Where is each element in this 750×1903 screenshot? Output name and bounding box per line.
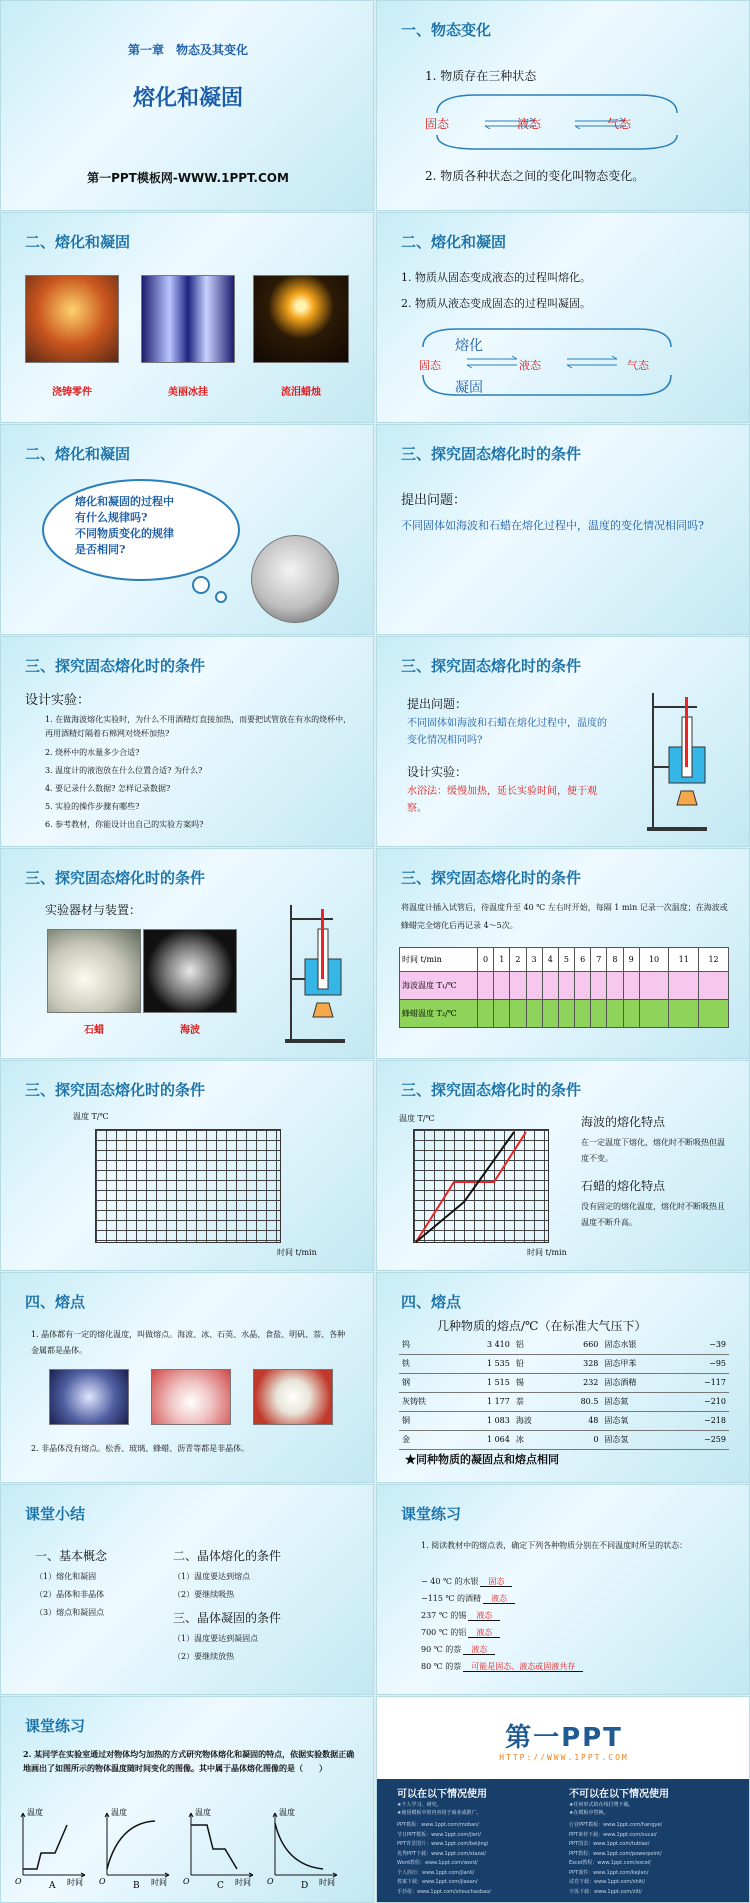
- point-1: 1. 物质存在三种状态: [425, 69, 537, 83]
- resource-link[interactable]: PPT素材下载：www.1ppt.com/sucai/: [569, 1831, 657, 1838]
- resource-link[interactable]: PPT背景图片：www.1ppt.com/beijing/: [397, 1841, 489, 1847]
- table-cell: 固态水银: [601, 1335, 674, 1354]
- exercise-prompt: −115 ℃ 的酒精: [421, 1594, 482, 1603]
- bubble-line-3: 不同物质变化的规律: [75, 527, 174, 540]
- exercise-items: [421, 1573, 721, 1675]
- exercise-row: [421, 1624, 721, 1641]
- melt-solidify-diagram: [407, 323, 707, 403]
- table-cell: 固态氢: [601, 1430, 674, 1449]
- melting-point-table: [399, 1335, 729, 1450]
- option-graph[interactable]: [267, 1807, 351, 1897]
- slide-heading: 二、熔化和凝固: [25, 233, 131, 251]
- caption-casting: 浇铸零件: [52, 387, 92, 398]
- table-cell: 萘: [513, 1392, 556, 1411]
- resource-link[interactable]: 行业PPT模板：www.1ppt.com/hangye/: [569, 1822, 663, 1828]
- table-cell: 金: [399, 1430, 457, 1449]
- table-cell: 固态氧: [601, 1411, 674, 1430]
- table-cell: 232: [555, 1373, 601, 1392]
- option-curve: [15, 1807, 99, 1885]
- exercise-question: 2. 某同学在实验室通过对物体均匀加热的方式研究物体熔化和凝固的特点，依据实验数据正确地画出了如图所示的物体温度随时间变化的图像。其中属于晶体熔化图像的是（ ）: [23, 1749, 355, 1773]
- exercise-row: [421, 1607, 721, 1624]
- table-cell: 48: [555, 1411, 601, 1430]
- option-graphs: [15, 1807, 365, 1897]
- exercise-prompt: 700 ℃ 的铝: [421, 1628, 467, 1637]
- caption-icicle: 美丽冰挂: [168, 387, 208, 398]
- table-cell: −117: [675, 1373, 729, 1392]
- state-liquid: 液态: [519, 359, 541, 372]
- graph-x-label: 时间: [235, 1878, 251, 1887]
- col-10: 10: [639, 948, 669, 972]
- slide-7[interactable]: [0, 636, 374, 847]
- state-gas: 气态: [627, 359, 649, 372]
- slide-heading: 三、探究固态熔化时的条件: [25, 869, 206, 887]
- slide-11[interactable]: [0, 1060, 374, 1271]
- table-cell: 铜: [399, 1411, 457, 1430]
- casting-image: [25, 275, 119, 363]
- col-12: 12: [699, 948, 729, 972]
- resource-link[interactable]: 教案下载：www.1ppt.com/jiaoan/: [397, 1879, 478, 1885]
- bubble-line-2: 有什么规律吗?: [75, 511, 148, 524]
- caption-hypo: 海波: [180, 1025, 200, 1036]
- question-body: 不同固体如海波和石蜡在熔化过程中，温度的变化情况相同吗?: [407, 718, 607, 746]
- slide-4[interactable]: [376, 212, 750, 423]
- option-curve: [99, 1807, 183, 1885]
- slide-12[interactable]: [376, 1060, 750, 1271]
- point-1: 1. 晶体都有一定的熔化温度，叫做熔点。海波、冰、石英、水晶、食盐、明矾、萘、各种金属都是晶体。: [31, 1330, 346, 1355]
- table-cell: 1 515: [457, 1373, 513, 1392]
- hypo-image: [143, 929, 237, 1013]
- design-item-3: 3. 温度计的液泡放在什么位置合适? 为什么?: [45, 766, 203, 775]
- exercise-question: 1. 阅读教材中的熔点表，确定下列各种物质分别在不同温度时所呈的状态：: [421, 1541, 688, 1550]
- col-11: 11: [669, 948, 699, 972]
- summary-1-item-2: （2）晶体和非晶体: [35, 1590, 105, 1599]
- slide-1[interactable]: [0, 0, 374, 211]
- exercise-answer: 液态: [468, 1628, 500, 1638]
- point-2: 2. 物质各种状态之间的变化叫物态变化。: [425, 169, 645, 183]
- exercise-answer: 液态: [468, 1611, 500, 1621]
- question-body: 不同固体如海波和石蜡在熔化过程中，温度的变化情况相同吗?: [401, 519, 704, 532]
- can-use-2: ★使用模板中的内容用于商业或推广。: [397, 1810, 482, 1816]
- melting-table-title: 几种物质的熔点/℃（在标准大气压下）: [437, 1319, 647, 1333]
- table-header: 时间 t/min: [400, 948, 478, 972]
- thinking-baby-image: [251, 535, 339, 623]
- question-label: 提出问题：: [407, 697, 468, 711]
- table-cell: 灰铸铁: [399, 1392, 457, 1411]
- slide-10[interactable]: [376, 848, 750, 1059]
- table-cell: 铁: [399, 1354, 457, 1373]
- resource-links: [397, 1821, 737, 1901]
- apparatus-diagram: [637, 687, 727, 837]
- crystal-image-2: [151, 1369, 231, 1425]
- exercise-row: [421, 1641, 721, 1658]
- table-cell: 钨: [399, 1335, 457, 1354]
- blank-grid-chart: [95, 1129, 281, 1243]
- option-letter: B: [133, 1881, 140, 1891]
- graph-y-label: 温度: [27, 1808, 43, 1817]
- summary-3-item-2: （2）要继续放热: [173, 1652, 235, 1661]
- resource-link[interactable]: 试卷下载：www.1ppt.com/shiti/: [569, 1879, 646, 1885]
- slide-heading: 二、熔化和凝固: [401, 233, 507, 251]
- state-cycle-diagram: [417, 91, 717, 153]
- table-cell: −218: [675, 1411, 729, 1430]
- hypo-feature-body: 在一定温度下熔化，熔化时不断吸热但温度不变。: [581, 1138, 725, 1163]
- candle-image: [253, 275, 349, 363]
- col-3: 3: [526, 948, 542, 972]
- slide-heading: 课堂练习: [401, 1505, 462, 1523]
- option-graph[interactable]: [183, 1807, 267, 1897]
- slide-14[interactable]: [376, 1272, 750, 1483]
- summary-2-item-2: （2）要继续吸热: [173, 1590, 235, 1599]
- hypo-feature-title: 海波的熔化特点: [581, 1115, 666, 1129]
- col-1: 1: [494, 948, 510, 972]
- table-cell: 660: [555, 1335, 601, 1354]
- bubble-line-1: 熔化和凝固的过程中: [75, 495, 174, 508]
- design-item-4: 4. 要记录什么数据? 怎样记录数据?: [45, 784, 171, 793]
- table-cell: 固态甲苯: [601, 1354, 674, 1373]
- summary-1-item-1: （1）熔化和凝固: [35, 1572, 97, 1581]
- exercise-answer: 可能是固态、液态或固液共存: [463, 1662, 583, 1672]
- state-solid: 固态: [425, 117, 450, 131]
- table-cell: 1 177: [457, 1392, 513, 1411]
- table-cell: 328: [555, 1354, 601, 1373]
- slide-18[interactable]: [376, 1696, 750, 1903]
- design-item-6: 6. 参考教材，你能设计出自己的实验方案吗?: [45, 820, 204, 829]
- option-letter: D: [301, 1881, 309, 1891]
- state-liquid: 液态: [517, 117, 542, 131]
- slide-9[interactable]: [0, 848, 374, 1059]
- summary-section-2: 二、晶体熔化的条件: [173, 1549, 282, 1563]
- label-solidify: 凝固: [455, 380, 483, 396]
- state-solid: 固态: [419, 359, 441, 372]
- graph-origin: O: [183, 1877, 190, 1886]
- table-row: [399, 1430, 729, 1449]
- table-cell: 0: [555, 1430, 601, 1449]
- summary-3-item-1: （1）温度要达到凝固点: [173, 1634, 259, 1643]
- paraffin-image: [47, 929, 141, 1013]
- slide-17[interactable]: [0, 1696, 374, 1903]
- cannot-use-1: ★任何形式的在线付费下载。: [569, 1802, 634, 1808]
- icicle-image: [141, 275, 235, 363]
- caption-candle: 流泪蜡烛: [281, 387, 321, 398]
- table-cell: 80.5: [555, 1392, 601, 1411]
- cannot-use-2: ★在模板中替换。: [569, 1810, 609, 1816]
- table-cell: 铝: [513, 1335, 556, 1354]
- crystal-image-1: [49, 1369, 129, 1425]
- table-cell: −259: [675, 1430, 729, 1449]
- exercise-prompt: 80 ℃ 的萘: [421, 1662, 462, 1671]
- table-cell: 钢: [399, 1373, 457, 1392]
- graph-y-label: 温度: [195, 1808, 211, 1817]
- exercise-prompt: 90 ℃ 的萘: [421, 1645, 462, 1654]
- procedure-text: 将温度计插入试管后，待温度升至 40 ℃ 左右时开始，每隔 1 min 记录一次温度；在海波或蜂蜡完全熔化后再记录 4～5次。: [401, 903, 728, 930]
- x-axis-label: 时间 t/min: [277, 1248, 317, 1257]
- option-graph[interactable]: [99, 1807, 183, 1897]
- table-cell: 固态氮: [601, 1392, 674, 1411]
- table-cell: −210: [675, 1392, 729, 1411]
- slide-16[interactable]: [376, 1484, 750, 1695]
- slide-heading: 一、物态变化: [401, 21, 492, 39]
- y-axis-label: 温度 T/℃: [399, 1114, 435, 1123]
- exercise-answer: 液态: [483, 1594, 515, 1604]
- summary-section-1: 一、基本概念: [35, 1549, 108, 1563]
- same-point-note: ★同种物质的凝固点和熔点相同: [405, 1453, 559, 1466]
- graph-origin: O: [99, 1877, 106, 1886]
- row-hypo: 海波温度 T₁/℃: [400, 972, 478, 1000]
- resource-link[interactable]: 字体下载：www.1ppt.com/ziti/: [569, 1888, 642, 1895]
- graph-y-label: 温度: [279, 1808, 295, 1817]
- table-cell: 1 064: [457, 1430, 513, 1449]
- table-row: [399, 1373, 729, 1392]
- can-use-title: 可以在以下情况使用: [397, 1789, 487, 1800]
- graph-y-label: 温度: [111, 1808, 127, 1817]
- table-cell: −95: [675, 1354, 729, 1373]
- resource-link[interactable]: PPT教程：www.1ppt.com/powerpoint/: [569, 1850, 662, 1857]
- slide-heading: 三、探究固态熔化时的条件: [401, 869, 582, 887]
- col-6: 6: [575, 948, 591, 972]
- slide-heading: 三、探究固态熔化时的条件: [401, 657, 582, 675]
- resource-link[interactable]: PPT模板：www.1ppt.com/moban/: [397, 1822, 479, 1828]
- graph-origin: O: [15, 1877, 22, 1886]
- slide-heading: 四、熔点: [25, 1293, 86, 1311]
- table-cell: −39: [675, 1335, 729, 1354]
- table-cell: 1 535: [457, 1354, 513, 1373]
- wax-feature-title: 石蜡的熔化特点: [581, 1179, 666, 1193]
- col-0: 0: [478, 948, 494, 972]
- slide-heading: 课堂练习: [25, 1717, 86, 1735]
- graph-x-label: 时间: [319, 1878, 335, 1887]
- summary-2-item-1: （1）温度要达到熔点: [173, 1572, 251, 1581]
- slide-heading: 四、熔点: [401, 1293, 462, 1311]
- col-5: 5: [558, 948, 574, 972]
- record-table: [399, 947, 729, 1028]
- slide-heading: 三、探究固态熔化时的条件: [25, 1081, 206, 1099]
- row-wax: 蜂蜡温度 T₂/℃: [400, 1000, 478, 1028]
- col-2: 2: [510, 948, 526, 972]
- crystal-image-3: [253, 1369, 333, 1425]
- option-curve: [183, 1807, 267, 1885]
- cannot-use-title: 不可以在以下情况使用: [569, 1789, 669, 1800]
- equipment-label: 实验器材与装置：: [45, 903, 142, 917]
- slide-15[interactable]: [0, 1484, 374, 1695]
- option-letter: A: [49, 1881, 56, 1891]
- table-row: [399, 1392, 729, 1411]
- melting-curve-chart: [413, 1129, 549, 1243]
- slide-heading: 二、熔化和凝固: [25, 445, 131, 463]
- table-cell: 铅: [513, 1354, 556, 1373]
- slide-heading: 课堂小结: [25, 1505, 86, 1523]
- design-item-2: 2. 烧杯中的水量多少合适?: [45, 748, 140, 757]
- design-item-5: 5. 实验的操作步骤有哪些?: [45, 802, 140, 811]
- exercise-prompt: − 40 ℃ 的水银: [421, 1577, 479, 1586]
- can-use-1: ★个人学习、研究。: [397, 1802, 442, 1808]
- option-curve: [267, 1807, 351, 1885]
- table-row: [399, 1411, 729, 1430]
- chapter-label: 第一章 物态及其变化: [127, 43, 248, 57]
- resource-link[interactable]: 优秀PPT下载：www.1ppt.com/xiazai/: [397, 1850, 487, 1857]
- logo-url: HTTP://WWW.1PPT.COM: [499, 1753, 629, 1762]
- label-melt: 熔化: [455, 338, 483, 354]
- design-body: 水浴法：缓慢加热，延长实验时间，便于观察。: [407, 786, 597, 814]
- exercise-row: [421, 1658, 721, 1675]
- col-7: 7: [591, 948, 607, 972]
- slide-2[interactable]: [376, 0, 750, 211]
- x-axis-label: 时间 t/min: [527, 1248, 567, 1257]
- option-letter: C: [217, 1881, 224, 1891]
- point-2: 2. 非晶体没有熔点。松香、玻璃、蜂蜡、沥青等都是非晶体。: [31, 1444, 250, 1453]
- exercise-answer: 固态: [480, 1577, 512, 1587]
- summary-1-item-3: （3）熔点和凝固点: [35, 1608, 105, 1617]
- design-label: 设计实验：: [407, 765, 468, 779]
- state-gas: 气态: [607, 117, 632, 131]
- caption-paraffin: 石蜡: [84, 1025, 104, 1036]
- apparatus-diagram: [277, 899, 357, 1049]
- table-cell: 锡: [513, 1373, 556, 1392]
- slide-8[interactable]: [376, 636, 750, 847]
- resource-link[interactable]: Excel教程：www.1ppt.com/excel/: [569, 1860, 651, 1866]
- table-cell: 固态酒精: [601, 1373, 674, 1392]
- resource-link[interactable]: Word教程：www.1ppt.com/word/: [397, 1860, 478, 1866]
- design-label: 设计实验：: [25, 693, 91, 708]
- slide-heading: 三、探究固态熔化时的条件: [401, 445, 582, 463]
- col-9: 9: [623, 948, 639, 972]
- point-1: 1. 物质从固态变成液态的过程叫熔化。: [401, 271, 591, 284]
- table-cell: 冰: [513, 1430, 556, 1449]
- resource-link[interactable]: 个人简历：www.1ppt.com/jianli/: [397, 1869, 475, 1876]
- graph-x-label: 时间: [67, 1878, 83, 1887]
- table-cell: 海波: [513, 1411, 556, 1430]
- slide-5[interactable]: [0, 424, 374, 635]
- option-graph[interactable]: [15, 1807, 99, 1897]
- col-8: 8: [607, 948, 623, 972]
- slide-6[interactable]: [376, 424, 750, 635]
- point-2: 2. 物质从液态变成固态的过程叫凝固。: [401, 297, 591, 310]
- slide-heading: 三、探究固态熔化时的条件: [401, 1081, 582, 1099]
- table-row: [399, 1354, 729, 1373]
- table-cell: 1 083: [457, 1411, 513, 1430]
- resource-link[interactable]: 节日PPT模板：www.1ppt.com/jieri/: [397, 1831, 481, 1838]
- slide-3[interactable]: [0, 212, 374, 423]
- exercise-prompt: 237 ℃ 的锡: [421, 1611, 467, 1620]
- resource-link[interactable]: PPT课件：www.1ppt.com/kejian/: [569, 1869, 649, 1876]
- design-item-1: 1. 在做海波熔化实验时，为什么不用酒精灯直接加热，而要把试管放在有水的烧杯中，再用酒精灯隔着石棉网对烧杯加热?: [45, 715, 352, 738]
- col-4: 4: [542, 948, 558, 972]
- summary-section-3: 三、晶体凝固的条件: [173, 1611, 282, 1625]
- slide-13[interactable]: [0, 1272, 374, 1483]
- question-label: 提出问题：: [401, 493, 467, 508]
- y-axis-label: 温度 T/℃: [73, 1112, 109, 1121]
- bubble-line-4: 是否相同?: [75, 543, 126, 556]
- graph-origin: O: [267, 1877, 274, 1886]
- table-cell: 3 410: [457, 1335, 513, 1354]
- resource-link[interactable]: PPT图表：www.1ppt.com/tubiao/: [569, 1841, 650, 1847]
- table-row: [399, 1335, 729, 1354]
- graph-x-label: 时间: [151, 1878, 167, 1887]
- resource-link[interactable]: 手抄报：www.1ppt.com/shouchaobao/: [397, 1888, 491, 1895]
- slide-heading: 三、探究固态熔化时的条件: [25, 657, 206, 675]
- brand-text: 第一PPT模板网-WWW.1PPT.COM: [87, 171, 289, 185]
- exercise-answer: 液态: [463, 1645, 495, 1655]
- exercise-row: [421, 1573, 721, 1590]
- logo-text: 第一PPT: [505, 1723, 623, 1753]
- slide-title: 熔化和凝固: [132, 86, 243, 111]
- exercise-row: [421, 1590, 721, 1607]
- wax-feature-body: 没有固定的熔化温度，熔化时不断吸热且温度不断升高。: [581, 1202, 725, 1227]
